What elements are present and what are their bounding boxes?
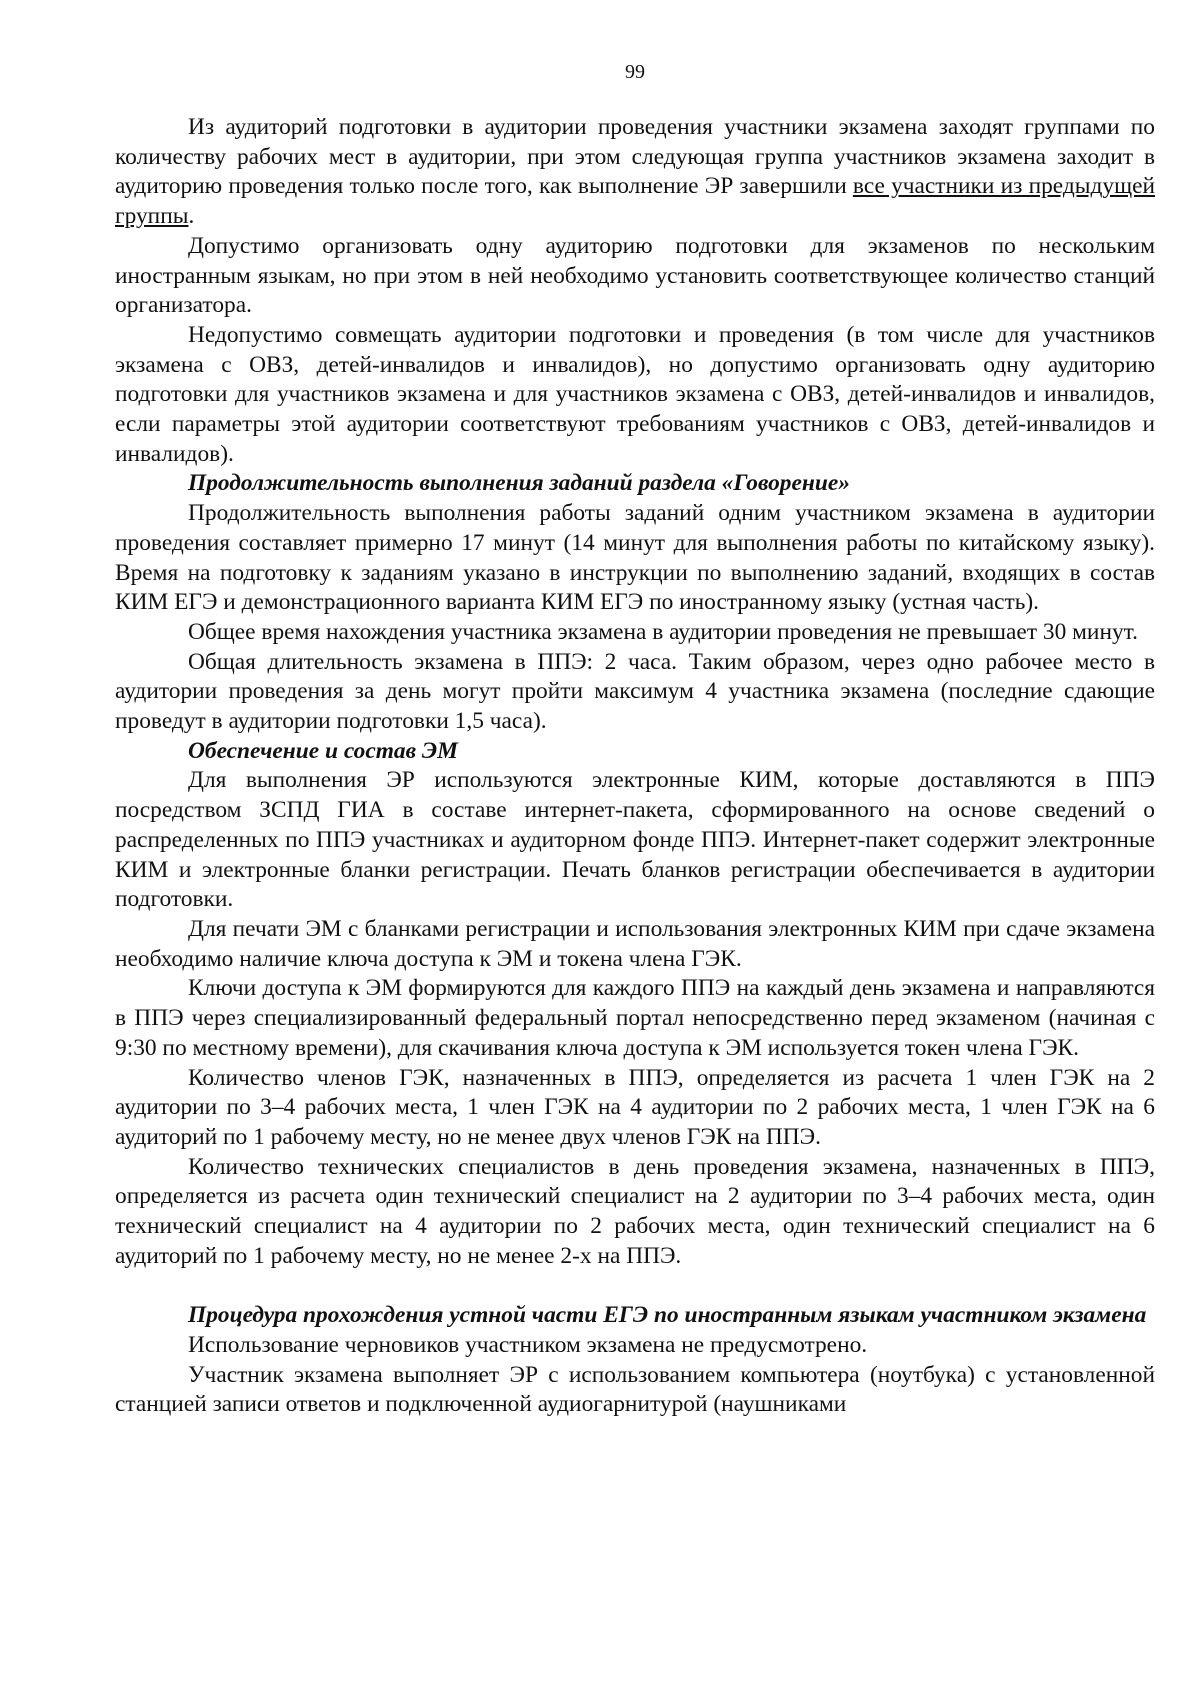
document-body	[115, 113, 1155, 1420]
section-heading: Продолжительность выполнения заданий раздела «Говорение»	[188, 470, 850, 497]
underlined-text: все участники из предыдущей группы	[115, 173, 1155, 230]
paragraph: Общее время нахождения участника экзамена в аудитории проведения не превышает 30 минут.	[188, 618, 1138, 645]
paragraph: Для выполнения ЭР используются электронные КИМ, которые доставляются в ППЭ посредством ЗСПД ГИА в составе интернет-пакета, сформированного на основе сведений о распределенных по ППЭ участниках и аудиторном фонде ППЭ. Интернет-пакет содержит электронные КИМ и электронные бланки регистрации. Печать бланков регистрации обеспечивается в аудитории подготовки.	[115, 767, 1155, 913]
section-heading: Обеспечение и состав ЭМ	[188, 737, 458, 764]
paragraph: Количество технических специалистов в день проведения экзамена, назначенных в ППЭ, определяется из расчета один технический специалист на 2 аудитории по 3–4 рабочих места, один технический специалист на 4 аудитории по 2 рабочих места, один технический специалист на 6 аудиторий по 1 рабочему месту, но не менее 2-х на ППЭ.	[115, 1153, 1155, 1269]
paragraph: Для печати ЭМ с бланками регистрации и использования электронных КИМ при сдаче экзамена необходимо наличие ключа доступа к ЭМ и токена члена ГЭК.	[115, 915, 1155, 972]
paragraph: Продолжительность выполнения работы заданий одним участником экзамена в аудитории проведения составляет примерно 17 минут (14 минут для выполнения работы по китайскому языку). Время на подготовку к заданиям указано в инструкции по выполнению заданий, входящих в состав КИМ ЕГЭ и демонстрационного варианта КИМ ЕГЭ по иностранному языку (устная часть).	[115, 500, 1155, 616]
paragraph: Общая длительность экзамена в ППЭ: 2 часа. Таким образом, через одно рабочее место в аудитории проведения за день могут пройти максимум 4 участника экзамена (последние сдающие проведут в аудитории подготовки 1,5 часа).	[115, 648, 1155, 735]
paragraph: Допустимо организовать одну аудиторию подготовки для экзаменов по нескольким иностранным языкам, но при этом в ней необходимо установить соответствующее количество станций организатора.	[115, 232, 1155, 319]
paragraph-text: .	[188, 203, 195, 230]
page-number: 99	[625, 61, 645, 83]
section-heading: Процедура прохождения устной части ЕГЭ по иностранным языкам участником экзамена	[188, 1302, 1147, 1329]
paragraph: Использование черновиков участником экзамена не предусмотрено.	[188, 1331, 868, 1358]
paragraph-text: Из аудиторий подготовки в аудитории проведения участники экзамена заходят группами по количеству рабочих мест в аудитории, при этом следующая группа участников экзамена заходит в аудиторию проведения только после того, как выполнение ЭР завершили	[115, 114, 1155, 200]
paragraph: Недопустимо совмещать аудитории подготовки и проведения (в том числе для участников экзамена с ОВЗ, детей-инвалидов и инвалидов), но допустимо организовать одну аудиторию подготовки для участников экзамена и для участников экзамена с ОВЗ, детей-инвалидов и инвалидов, если параметры этой аудитории соответствуют требованиям участников с ОВЗ, детей-инвалидов и инвалидов).	[115, 321, 1155, 467]
paragraph: Участник экзамена выполняет ЭР с использованием компьютера (ноутбука) с установленной станцией записи ответов и подключенной аудиогарнитурой (наушниками	[115, 1361, 1155, 1418]
paragraph	[115, 113, 1155, 232]
paragraph: Ключи доступа к ЭМ формируются для каждого ППЭ на каждый день экзамена и направляются в ППЭ через специализированный федеральный портал непосредственно перед экзаменом (начиная с 9:30 по местному времени), для скачивания ключа доступа к ЭМ используется токен члена ГЭК.	[115, 975, 1155, 1061]
paragraph: Количество членов ГЭК, назначенных в ППЭ, определяется из расчета 1 член ГЭК на 2 аудитории по 3–4 рабочих места, 1 член ГЭК на 4 аудитории по 2 рабочих места, 1 член ГЭК на 6 аудиторий по 1 рабочему месту, но не менее двух членов ГЭК на ППЭ.	[115, 1064, 1155, 1150]
